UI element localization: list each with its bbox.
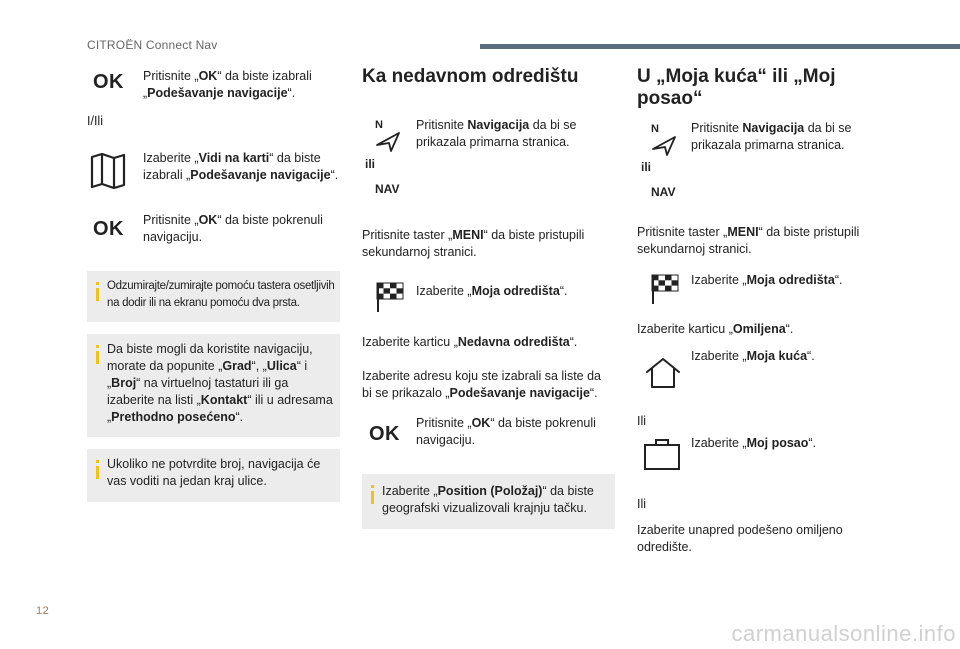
header-accent-bar bbox=[480, 44, 960, 49]
svg-text:N: N bbox=[651, 123, 659, 135]
col2-step4: Izaberite karticu „Nedavna odredišta“. bbox=[362, 335, 578, 349]
page-number: 12 bbox=[36, 605, 50, 617]
col3-step5: Izaberite „Moja kuća“. bbox=[691, 349, 815, 363]
col1-step2: Izaberite „Vidi na karti“ da biste izabrali „Podešavanje navigacije“. bbox=[143, 151, 339, 182]
info-icon bbox=[96, 345, 99, 348]
note-text: Odzumirajte/zumirajte pomoću tastera osetljivih na dodir ili na ekranu pomoću dva prsta. bbox=[107, 280, 335, 309]
note-text: Ukoliko ne potvrdite broj, navigacija će vas voditi na jedan kraj ulice. bbox=[107, 457, 321, 488]
or-label: ili bbox=[365, 157, 376, 171]
col3-step7: Izaberite unapred podešeno omiljeno odredište. bbox=[637, 523, 843, 554]
info-note bbox=[362, 474, 615, 529]
ok-label: OK bbox=[93, 218, 124, 240]
info-note bbox=[87, 271, 340, 322]
info-icon bbox=[96, 460, 99, 463]
home-icon bbox=[645, 356, 681, 395]
col2-step5: Izaberite adresu koju ste izabrali sa liste da bi se prikazalo „Podešavanje navigacije“. bbox=[362, 369, 602, 400]
nav-button-label: NAV bbox=[375, 182, 400, 196]
briefcase-icon bbox=[643, 437, 681, 476]
col3-step6: Izaberite „Moj posao“. bbox=[691, 436, 817, 450]
ok-label: OK bbox=[369, 423, 400, 445]
checkered-flag-icon bbox=[374, 281, 406, 318]
watermark: carmanualsonline.info bbox=[731, 621, 956, 646]
section-title: Ka nedavnom odredištu bbox=[362, 66, 579, 87]
map-icon bbox=[90, 153, 126, 194]
col3-step2: Pritisnite taster „MENI“ da biste pristupili sekundarnoj stranici. bbox=[637, 225, 860, 256]
or-label: I/Ili bbox=[87, 114, 103, 128]
col2-step6: Pritisnite „OK“ da biste pokrenuli navigaciju. bbox=[416, 416, 596, 447]
north-arrow-icon bbox=[649, 121, 679, 162]
checkered-flag-icon bbox=[649, 273, 681, 310]
or-label: ili bbox=[641, 160, 652, 174]
note-text: Izaberite „Position (Položaj)“ da biste geografski vizualizovali krajnju tačku. bbox=[382, 484, 594, 515]
info-icon bbox=[96, 282, 99, 285]
col3-step3: Izaberite „Moja odredišta“. bbox=[691, 273, 843, 287]
or-label: Ili bbox=[637, 497, 647, 511]
info-note bbox=[87, 334, 340, 437]
section-title: U „Moja kuća“ ili „Moj posao“ bbox=[637, 66, 836, 109]
col1-step3: Pritisnite „OK“ da biste pokrenuli navigaciju. bbox=[143, 213, 323, 244]
col3-step1: Pritisnite Navigacija da bi se prikazala primarna stranica. bbox=[691, 121, 852, 152]
or-label: Ili bbox=[637, 414, 647, 428]
info-note bbox=[87, 449, 340, 502]
note-text: Da biste mogli da koristite navigaciju, morate da popunite „Grad“, „Ulica“ i „Broj“ na virtuelnoj tastaturi ili ga izaberite na listi „Kontakt“ ili u adresama „Prethodno posećeno“. bbox=[107, 342, 333, 424]
col2-step3: Izaberite „Moja odredišta“. bbox=[416, 284, 568, 298]
svg-text:N: N bbox=[375, 119, 383, 131]
col3-step4: Izaberite karticu „Omiljena“. bbox=[637, 322, 794, 336]
col2-step2: Pritisnite taster „MENI“ da biste pristupili sekundarnoj stranici. bbox=[362, 228, 585, 259]
nav-button-label: NAV bbox=[651, 185, 676, 199]
ok-label: OK bbox=[93, 71, 124, 93]
header-title: CITROËN Connect Nav bbox=[87, 38, 218, 52]
info-icon bbox=[371, 485, 374, 488]
north-arrow-icon bbox=[373, 117, 403, 158]
col1-step1: Pritisnite „OK“ da biste izabrali „Podešavanje navigacije“. bbox=[143, 69, 312, 100]
col2-step1: Pritisnite Navigacija da bi se prikazala primarna stranica. bbox=[416, 118, 577, 149]
